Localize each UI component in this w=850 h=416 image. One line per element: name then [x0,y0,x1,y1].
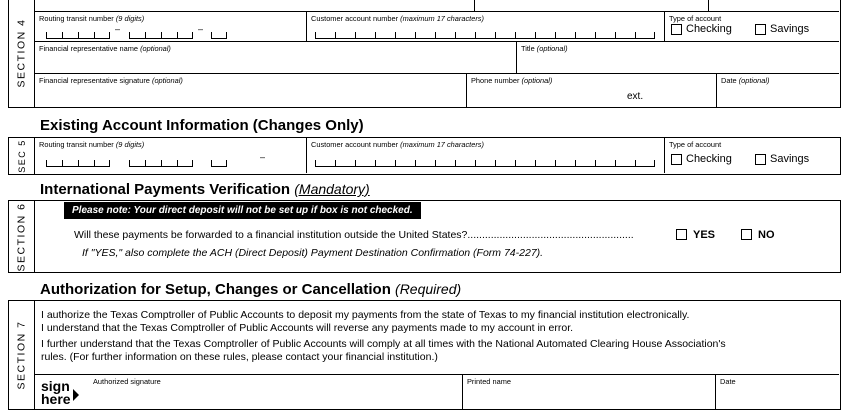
savings-checkbox[interactable] [755,24,766,35]
existing-savings-checkbox[interactable] [755,154,766,165]
fin-rep-name-label: Financial representative name [39,44,139,53]
existing-account-label: Customer account number [311,140,399,149]
international-question: Will these payments be forwarded to a financial institution outside the United States?......................................................... [74,229,634,241]
existing-routing-ticks [46,160,110,167]
printed-name-label: Printed name [467,377,511,386]
international-no-checkbox[interactable] [741,229,752,240]
existing-routing-hint: (9 digits) [115,140,145,149]
fin-rep-signature-field[interactable] [35,74,467,107]
international-followup: If "YES," also complete the ACH (Direct Deposit) Payment Destination Confirmation (Form 74-227). [82,247,544,259]
existing-checking-label: Checking [686,153,732,165]
title-label: Title [521,44,535,53]
signature-date-label: Date [720,377,736,386]
fin-rep-name-hint: (optional) [140,44,171,53]
account-type-field [665,12,839,42]
date-optional-hint: (optional) [738,76,770,85]
section5-box [8,137,841,175]
authorization-line-1: I authorize the Texas Comptroller of Public Accounts to deposit my payments from the state of Texas to my financial institution electronically. [41,309,690,321]
section4-top-cell-a [35,0,475,12]
existing-routing-number-field[interactable]: Routing transit number (9 digits) – [35,138,307,173]
authorized-signature-field[interactable] [35,374,463,409]
account-number-field[interactable] [307,12,665,42]
routing-digit-ticks-2 [129,32,193,39]
sign-here-arrow-icon [73,389,79,401]
account-char-ticks [315,32,655,39]
international-no-label: NO [758,229,775,241]
section5-heading: Existing Account Information (Changes Only) [40,117,364,134]
section6-heading-note: (Mandatory) [294,181,370,197]
direct-deposit-notice: Please note: Your direct deposit will not be set up if box is not checked. [64,202,421,219]
account-label: Customer account number [311,14,399,23]
section4-side-label: SECTION 4 [9,0,35,107]
ext-label: ext. [627,91,644,102]
authorization-line-3: I further understand that the Texas Comptroller of Public Accounts will comply at all times with the National Automated Clearing House Association's [41,338,726,350]
existing-routing-ticks-3 [211,160,227,167]
title-hint: (optional) [536,44,568,53]
date-optional-label: Date [721,76,737,85]
existing-routing-ticks-2 [129,160,193,167]
account-hint: (maximum 17 characters) [400,14,484,23]
routing-digit-ticks-3 [211,32,227,39]
section4-box [8,0,841,108]
fin-rep-name-field[interactable] [35,42,517,74]
authorized-signature-label: Authorized signature [93,377,161,386]
international-yes-checkbox[interactable] [676,229,687,240]
section7-heading-note: (Required) [395,281,462,297]
routing-label: Routing transit number [39,14,114,23]
section4-top-cell-b [475,0,709,12]
phone-number-field[interactable] [467,74,717,107]
title-field[interactable] [517,42,839,74]
fin-rep-sig-label: Financial representative signature [39,76,150,85]
account-type-label: Type of account [669,14,722,23]
fin-rep-sig-hint: (optional) [151,76,183,85]
authorization-line-2: I understand that the Texas Comptroller of Public Accounts will reverse any payments made to my account in error. [41,322,574,334]
phone-hint: (optional) [521,76,553,85]
existing-account-type-label: Type of account [669,140,722,149]
authorization-line-4: rules. (For further information on these rules, please contact your financial institution.) [41,351,438,363]
signature-date-field[interactable] [716,374,839,409]
section6-box [8,200,841,273]
savings-label: Savings [770,23,810,35]
routing-digit-ticks [46,32,110,39]
printed-name-field[interactable] [463,374,716,409]
section7-heading: Authorization for Setup, Changes or Cancellation (Required) [40,281,462,298]
existing-savings-label: Savings [770,153,810,165]
section5-side-label: SEC 5 [9,138,35,174]
checking-label: Checking [686,23,732,35]
existing-account-ticks [315,160,655,167]
existing-account-type-field [665,138,839,173]
section6-side-label: SECTION 6 [9,201,35,272]
international-yes-label: YES [693,229,716,241]
section7-box [8,300,841,410]
date-optional-field[interactable] [717,74,839,107]
sign-here-label: sign here [41,378,71,407]
existing-routing-label: Routing transit number [39,140,114,149]
existing-checking-checkbox[interactable] [671,154,682,165]
phone-label: Phone number [471,76,520,85]
routing-hint: (9 digits) [115,14,145,23]
existing-account-hint: (maximum 17 characters) [400,140,484,149]
section4-top-cell-c [709,0,839,12]
routing-number-field[interactable]: Routing transit number (9 digits) – – [35,12,307,42]
checking-checkbox[interactable] [671,24,682,35]
section6-heading: International Payments Verification (Mandatory) [40,181,370,198]
section7-side-label: SECTION 7 [9,301,35,409]
existing-account-number-field[interactable] [307,138,665,173]
